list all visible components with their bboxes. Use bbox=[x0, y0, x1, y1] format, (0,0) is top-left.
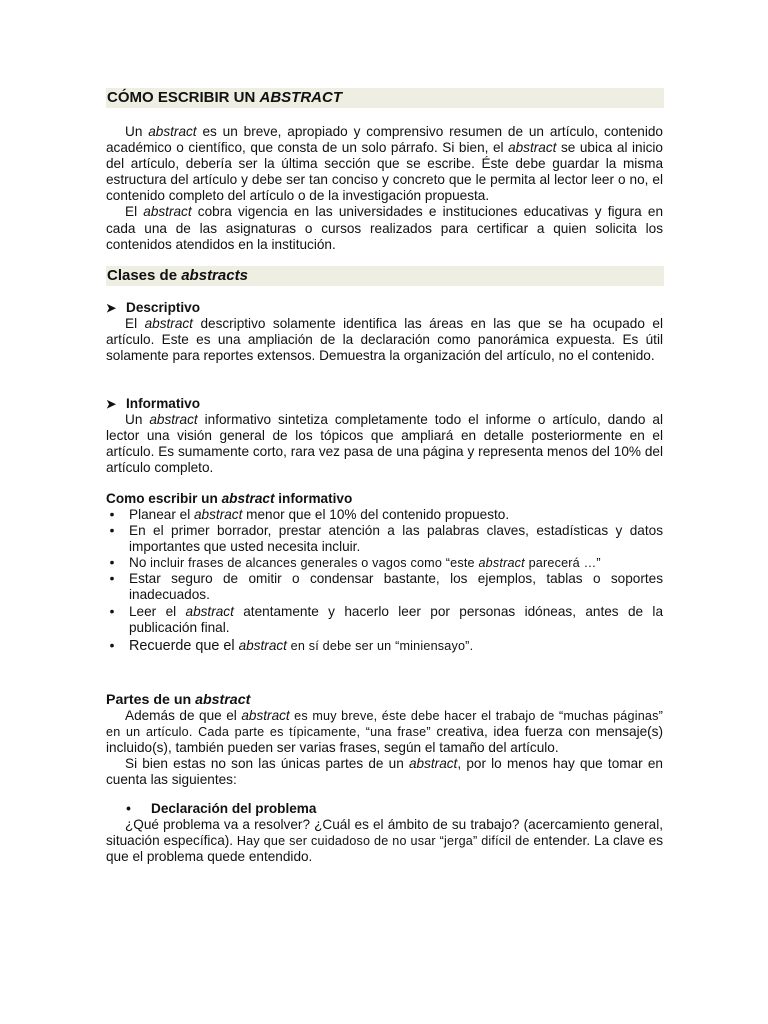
bullet-icon: • bbox=[109, 603, 115, 619]
como-escribir-section bbox=[106, 491, 663, 654]
descriptivo-paragraph: El abstract descriptivo solamente identifica las áreas en las que se ha ocupado el artículo. Este es una ampliación de la declaración como panorámica expuesta. Es útil solamente para reportes extensos. Demuestra la organización del artículo, no el contenido. bbox=[106, 316, 663, 364]
bullet-icon: • bbox=[126, 801, 131, 816]
informativo-paragraph: Un abstract informativo sintetiza completamente todo el informe o artículo, dando al lector una visión general de los tópicos que ampliará en detalle posteriormente en el artículo. Es sumamente corto, rara vez pasa de una página y representa menos del 10% del artículo completo. bbox=[106, 412, 663, 476]
bullet-icon: • bbox=[109, 507, 115, 522]
intro-paragraph-2: El abstract cobra vigencia en las universidades e instituciones educativas y figura en cada una de las asignaturas o cursos realizados para certificar a quien solicita los contenidos atendidos en la institución. bbox=[106, 204, 663, 252]
bullet-icon: • bbox=[109, 637, 115, 653]
section-heading-clases: Clases de abstracts bbox=[106, 266, 664, 286]
title-emphasis: ABSTRACT bbox=[259, 89, 343, 106]
partes-paragraph-2: Si bien estas no son las únicas partes de un abstract, por lo menos hay que tomar en cuenta las siguientes: bbox=[106, 756, 663, 788]
list-item: • Recuerde que el abstract en sí debe ser un “miniensayo”. bbox=[106, 638, 663, 654]
intro-section bbox=[106, 124, 663, 253]
intro-paragraph-1: Un abstract es un breve, apropiado y comprensivo resumen de un artículo, contenido académico o científico, que consta de un solo párrafo. Si bien, el abstract se ubica al inicio del artículo, debería ser la última sección que se escribe. Éste debe guardar la misma estructura del artículo y debe ser tan conciso y concreto que le permita al lector leer o no, el contenido completo del artículo o de la investigación propuesta. bbox=[106, 124, 663, 204]
bullet-icon: • bbox=[109, 523, 115, 539]
document-title bbox=[106, 88, 664, 108]
descriptivo-section bbox=[106, 300, 663, 364]
informativo-section bbox=[106, 396, 663, 476]
list-item: • Planear el abstract menor que el 10% del contenido propuesto. bbox=[106, 507, 663, 523]
partes-heading: Partes de un abstract bbox=[106, 692, 251, 708]
arrow-bullet-icon: ➤ bbox=[106, 397, 117, 411]
title-text: CÓMO ESCRIBIR UN bbox=[107, 89, 260, 106]
arrow-bullet-icon: ➤ bbox=[106, 301, 117, 315]
informativo-heading: ➤ Informativo bbox=[106, 396, 201, 411]
como-escribir-list bbox=[106, 507, 663, 654]
list-item: • Estar seguro de omitir o condensar bastante, los ejemplos, tablas o soportes inadecuados. bbox=[106, 571, 663, 603]
bullet-icon: • bbox=[109, 571, 115, 587]
list-item: • No incluir frases de alcances generales o vagos como “este abstract parecerá …” bbox=[106, 555, 663, 571]
descriptivo-heading: ➤ Descriptivo bbox=[106, 300, 201, 315]
declaracion-section bbox=[106, 801, 663, 865]
partes-paragraph-1: Además de que el abstract es muy breve, éste debe hacer el trabajo de “muchas páginas” en un artículo. Cada parte es típicamente, “una frase” creativa, idea fuerza con mensaje(s) incluido(s), también pueden ser varias frases, según el tamaño del artículo. bbox=[106, 708, 664, 756]
list-item: • En el primer borrador, prestar atención a las palabras claves, estadísticas y datos importantes que usted necesita incluir. bbox=[106, 523, 663, 555]
list-item: • Leer el abstract atentamente y hacerlo leer por personas idóneas, antes de la publicación final. bbox=[106, 604, 663, 636]
como-escribir-heading: Como escribir un abstract informativo bbox=[106, 491, 353, 506]
bullet-icon: • bbox=[109, 555, 115, 571]
declaracion-paragraph: ¿Qué problema va a resolver? ¿Cuál es el ámbito de su trabajo? (acercamiento general, situación específica). Hay que ser cuidadoso de no usar “jerga” difícil de entender. La clave es que el problema quede entendido. bbox=[106, 817, 663, 865]
partes-section bbox=[106, 692, 663, 788]
declaracion-heading: • Declaración del problema bbox=[106, 801, 663, 817]
